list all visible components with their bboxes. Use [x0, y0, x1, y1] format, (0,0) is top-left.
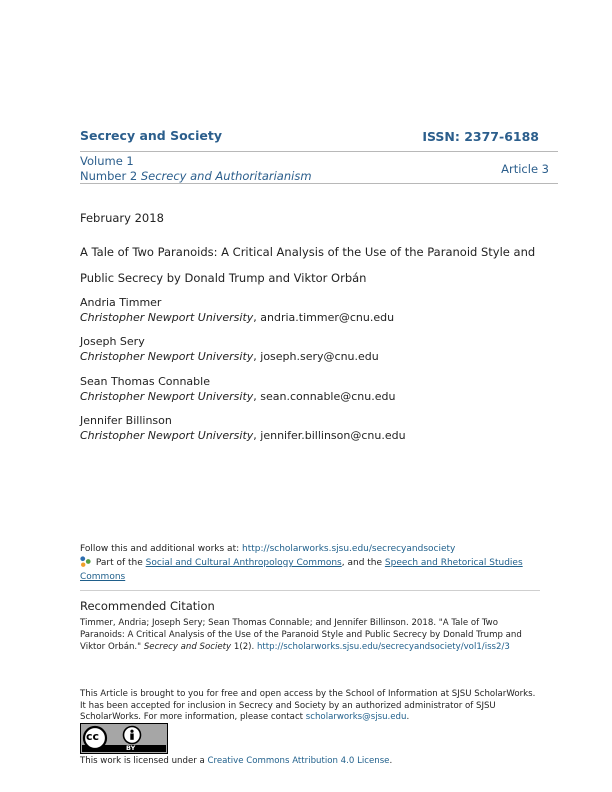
by-icon: BY	[126, 744, 136, 752]
license-statement	[80, 756, 392, 766]
author-name[interactable]: Jennifer Billinson	[80, 414, 172, 427]
issue-title: Secrecy and Authoritarianism	[140, 169, 312, 183]
author-affiliation-line	[80, 389, 395, 404]
license-link[interactable]: Creative Commons Attribution 4.0 License	[207, 756, 390, 766]
author-name[interactable]: Joseph Sery	[80, 335, 145, 348]
number-line[interactable]	[80, 169, 312, 184]
citation-journal: Secrecy and Society	[143, 642, 232, 652]
anthropology-commons-link[interactable]: Social and Cultural Anthropology Commons	[145, 558, 342, 568]
author-affiliation: Christopher Newport University	[80, 390, 254, 403]
author-2	[80, 334, 379, 364]
author-4	[80, 413, 406, 443]
citation-url-link[interactable]: http://scholarworks.sjsu.edu/secrecyandsociety/vol1/iss2/3	[256, 642, 510, 652]
citation-divider	[80, 590, 540, 591]
access-text: This Article is brought to you for free and open access by the School of Information at SJSU ScholarWorks. It has been accepted for inclusion in Secrecy and Society by an authorized administrator of SJSU ScholarWorks. For more information, please contact	[80, 689, 536, 722]
header-divider-bottom	[80, 183, 558, 184]
publication-date: February 2018	[80, 211, 164, 225]
part-of-line	[80, 556, 550, 584]
issn: ISSN: 2377-6188	[422, 129, 539, 144]
volume-link[interactable]: Volume 1	[80, 154, 134, 168]
cc-by-license-badge[interactable]	[80, 723, 168, 754]
network-icon	[80, 556, 91, 567]
and-text: , and the	[341, 558, 385, 568]
contact-email-link[interactable]: scholarworks@sjsu.edu	[305, 712, 407, 722]
open-access-statement	[80, 689, 540, 724]
journal-title[interactable]: Secrecy and Society	[80, 128, 222, 143]
author-affiliation-line	[80, 310, 394, 325]
author-1	[80, 295, 394, 325]
author-affiliation: Christopher Newport University	[80, 311, 254, 324]
author-name[interactable]: Andria Timmer	[80, 296, 162, 309]
part-of-prefix: Part of the	[93, 558, 146, 568]
author-affiliation: Christopher Newport University	[80, 429, 254, 442]
follow-prefix: Follow this and additional works at:	[80, 544, 242, 554]
author-email: , andria.timmer@cnu.edu	[253, 311, 395, 324]
number-label: Number 2	[80, 169, 138, 183]
volume-block	[80, 154, 312, 184]
citation-text: Timmer, Andria; Joseph Sery; Sean Thomas Connable; and Jennifer Billinson. 2018. "A Tale of Two Paranoids: A Critical Analysis of the Use of the Paranoid Style and Public Secrecy by Donald Trump and Viktor Orbán."	[80, 618, 522, 652]
follow-block	[80, 542, 550, 584]
author-email: , sean.connable@cnu.edu	[253, 390, 396, 403]
recommended-citation-heading: Recommended Citation	[80, 599, 215, 613]
access-end: .	[406, 712, 410, 722]
author-affiliation: Christopher Newport University	[80, 350, 254, 363]
author-name[interactable]: Sean Thomas Connable	[80, 375, 210, 388]
header-divider-top	[80, 151, 558, 152]
author-email: , jennifer.billinson@cnu.edu	[253, 429, 406, 442]
article-number: Article 3	[501, 162, 549, 176]
author-affiliation-line	[80, 428, 406, 443]
collection-link[interactable]: http://scholarworks.sjsu.edu/secrecyandsociety	[242, 544, 456, 554]
citation-volume: 1(2).	[231, 642, 257, 652]
author-3	[80, 374, 395, 404]
follow-line	[80, 542, 550, 556]
license-end: .	[389, 756, 393, 766]
article-title-line-1: A Tale of Two Paranoids: A Critical Analysis of the Use of the Paranoid Style and	[80, 245, 536, 259]
article-title-line-2: Public Secrecy by Donald Trump and Viktor Orbán	[80, 270, 367, 285]
author-email: , joseph.sery@cnu.edu	[253, 350, 379, 363]
license-prefix: This work is licensed under a	[80, 756, 208, 766]
article-title	[80, 240, 550, 291]
author-affiliation-line	[80, 349, 379, 364]
rhetorical-studies-commons-link[interactable]: Speech and Rhetorical Studies Commons	[80, 558, 523, 582]
recommended-citation-text	[80, 617, 540, 653]
cc-icon: cc	[86, 730, 100, 743]
